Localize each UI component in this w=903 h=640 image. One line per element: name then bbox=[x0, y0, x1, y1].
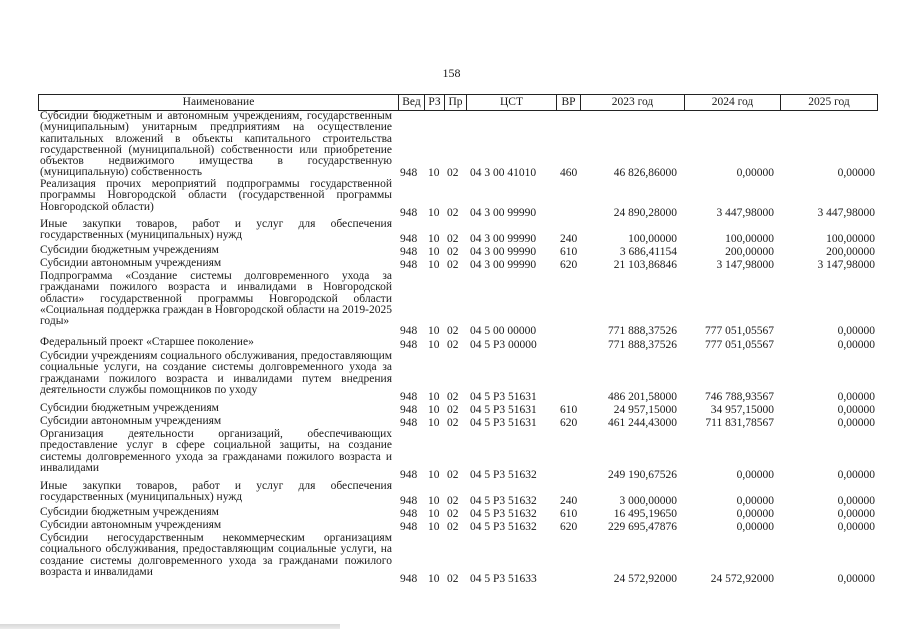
row-pr: 02 bbox=[447, 246, 459, 258]
row-2024: 0,00000 bbox=[736, 508, 774, 520]
row-ved: 948 bbox=[400, 508, 418, 520]
row-pr: 02 bbox=[447, 325, 459, 337]
row-cst: 04 3 00 41010 bbox=[470, 167, 537, 179]
row-2023: 46 826,86000 bbox=[613, 167, 677, 179]
row-2024: 24 572,92000 bbox=[710, 573, 774, 585]
row-name: Субсидии бюджетным учреждениям bbox=[40, 402, 219, 414]
table-row bbox=[0, 429, 903, 481]
row-ved: 948 bbox=[400, 246, 418, 258]
header-vr: ВР bbox=[557, 95, 581, 110]
row-name: Субсидии бюджетным учреждениям bbox=[40, 506, 219, 518]
table-row bbox=[0, 481, 903, 507]
row-2024: 200,00000 bbox=[725, 246, 774, 258]
row-pr: 02 bbox=[447, 233, 459, 245]
row-vr: 620 bbox=[560, 259, 578, 271]
row-pr: 02 bbox=[447, 259, 459, 271]
row-pr: 02 bbox=[447, 339, 459, 351]
row-pr: 02 bbox=[447, 404, 459, 416]
row-name: Субсидии негосударственным некоммерческим организациям социального обслуживания, предоставляющим социальные услуги, на создание системы долговременного ухода за гражданами пожилого возраста и инвалидами bbox=[40, 532, 392, 578]
row-name: Субсидии бюджетным и автономным учреждениям, государственным (муниципальным) унитарным предприятиям на осуществление капитальных вложений в объекты капитального строительства государственной (муниципальной) собственности или приобретение объектов недвижимого имущества в государственную (муниципальную) собственность bbox=[40, 110, 392, 179]
row-ved: 948 bbox=[400, 573, 418, 585]
row-cst: 04 5 00 00000 bbox=[470, 325, 537, 337]
row-2025: 0,00000 bbox=[837, 339, 875, 351]
page-number: 158 bbox=[442, 66, 461, 80]
row-cst: 04 3 00 99990 bbox=[470, 246, 537, 258]
row-2024: 34 957,15000 bbox=[710, 404, 774, 416]
row-2023: 24 890,28000 bbox=[613, 207, 677, 219]
row-2025: 0,00000 bbox=[837, 404, 875, 416]
row-2023: 3 000,00000 bbox=[619, 495, 677, 507]
row-ved: 948 bbox=[400, 521, 418, 533]
row-ved: 948 bbox=[400, 469, 418, 481]
row-name: Субсидии автономным учреждениям bbox=[40, 257, 222, 269]
row-ved: 948 bbox=[400, 233, 418, 245]
row-2025: 0,00000 bbox=[837, 325, 875, 337]
row-pr: 02 bbox=[447, 573, 459, 585]
row-2025: 200,00000 bbox=[826, 246, 875, 258]
row-name: Субсидии учреждениям социального обслуживания, предоставляющим социальные услуги, на создание системы долговременного ухода за гражданами пожилого возраста и инвалидами путем внедрения деятельности службы помощников по уходу bbox=[40, 350, 392, 396]
table-row bbox=[0, 219, 903, 245]
row-rz: 10 bbox=[428, 573, 440, 585]
row-pr: 02 bbox=[447, 469, 459, 481]
row-name: Федеральный проект «Старшее поколение» bbox=[40, 336, 254, 348]
row-ved: 948 bbox=[400, 325, 418, 337]
table-row bbox=[0, 337, 903, 351]
row-cst: 04 3 00 99990 bbox=[470, 207, 537, 219]
row-2025: 0,00000 bbox=[837, 495, 875, 507]
header-pr: Пр bbox=[445, 95, 467, 110]
row-2024: 777 051,05567 bbox=[705, 325, 774, 337]
table-row bbox=[0, 179, 903, 219]
row-vr: 610 bbox=[560, 508, 578, 520]
row-cst: 04 3 00 99990 bbox=[470, 233, 537, 245]
row-cst: 04 3 00 99990 bbox=[470, 259, 537, 271]
row-pr: 02 bbox=[447, 391, 459, 403]
row-2023: 24 572,92000 bbox=[613, 573, 677, 585]
row-cst: 04 5 P3 51632 bbox=[470, 521, 537, 533]
budget-table-body bbox=[0, 111, 903, 585]
row-cst: 04 5 P3 51631 bbox=[470, 391, 537, 403]
row-rz: 10 bbox=[428, 259, 440, 271]
row-rz: 10 bbox=[428, 391, 440, 403]
row-ved: 948 bbox=[400, 259, 418, 271]
row-vr: 240 bbox=[560, 233, 578, 245]
row-vr: 460 bbox=[560, 167, 578, 179]
row-2024: 777 051,05567 bbox=[705, 339, 774, 351]
row-2023: 3 686,41154 bbox=[619, 246, 677, 258]
row-2023: 16 495,19650 bbox=[613, 508, 677, 520]
row-name: Подпрограмма «Создание системы долговременного ухода за гражданами пожилого возраста и инвалидами в Новгородской области» государственной программы Новгородской области «Социальная поддержка граждан в Новгородской области на 2019-2025 годы» bbox=[40, 270, 392, 328]
row-2025: 100,00000 bbox=[826, 233, 875, 245]
row-pr: 02 bbox=[447, 417, 459, 429]
row-vr: 610 bbox=[560, 404, 578, 416]
row-rz: 10 bbox=[428, 521, 440, 533]
row-vr: 610 bbox=[560, 246, 578, 258]
table-row bbox=[0, 111, 903, 179]
row-ved: 948 bbox=[400, 167, 418, 179]
header-rz: РЗ bbox=[425, 95, 445, 110]
row-2023: 24 957,15000 bbox=[613, 404, 677, 416]
row-ved: 948 bbox=[400, 391, 418, 403]
row-2024: 746 788,93567 bbox=[705, 391, 774, 403]
row-ved: 948 bbox=[400, 339, 418, 351]
row-pr: 02 bbox=[447, 521, 459, 533]
row-ved: 948 bbox=[400, 495, 418, 507]
row-vr: 620 bbox=[560, 417, 578, 429]
row-name: Организация деятельности организаций, обеспечивающих предоставление услуг в сфере социальной защиты, на создание системы долговременного ухода за гражданами пожилого возраста и инвалидами bbox=[40, 428, 392, 474]
row-2025: 3 147,98000 bbox=[817, 259, 875, 271]
row-cst: 04 5 P3 51631 bbox=[470, 417, 537, 429]
row-2023: 229 695,47876 bbox=[608, 521, 677, 533]
row-2024: 711 831,78567 bbox=[705, 417, 774, 429]
row-cst: 04 5 P3 51632 bbox=[470, 469, 537, 481]
row-ved: 948 bbox=[400, 404, 418, 416]
row-2025: 0,00000 bbox=[837, 167, 875, 179]
header-2023: 2023 год bbox=[581, 95, 685, 110]
row-2025: 0,00000 bbox=[837, 508, 875, 520]
row-2024: 100,00000 bbox=[725, 233, 774, 245]
row-2025: 0,00000 bbox=[837, 417, 875, 429]
row-rz: 10 bbox=[428, 325, 440, 337]
row-2025: 0,00000 bbox=[837, 573, 875, 585]
table-row bbox=[0, 533, 903, 585]
table-header bbox=[38, 94, 878, 111]
row-2023: 771 888,37526 bbox=[608, 339, 677, 351]
row-rz: 10 bbox=[428, 233, 440, 245]
row-rz: 10 bbox=[428, 417, 440, 429]
row-2023: 771 888,37526 bbox=[608, 325, 677, 337]
row-2024: 3 447,98000 bbox=[716, 207, 774, 219]
row-2023: 249 190,67526 bbox=[608, 469, 677, 481]
row-vr: 240 bbox=[560, 495, 578, 507]
row-pr: 02 bbox=[447, 508, 459, 520]
row-2023: 461 244,43000 bbox=[608, 417, 677, 429]
row-cst: 04 5 P3 51632 bbox=[470, 495, 537, 507]
row-cst: 04 5 P3 51632 bbox=[470, 508, 537, 520]
header-cst: ЦСТ bbox=[467, 95, 557, 110]
row-pr: 02 bbox=[447, 167, 459, 179]
row-name: Реализация прочих мероприятий подпрограммы государственной программы Новгородской области (государственной программы Новгородской области) bbox=[40, 178, 392, 213]
row-2024: 0,00000 bbox=[736, 167, 774, 179]
row-name: Иные закупки товаров, работ и услуг для обеспечения государственных (муниципальных) нужд bbox=[40, 480, 392, 504]
header-name: Наименование bbox=[39, 95, 399, 110]
row-2025: 0,00000 bbox=[837, 521, 875, 533]
row-name: Субсидии автономным учреждениям bbox=[40, 519, 222, 531]
row-vr: 620 bbox=[560, 521, 578, 533]
row-rz: 10 bbox=[428, 495, 440, 507]
row-pr: 02 bbox=[447, 495, 459, 507]
row-rz: 10 bbox=[428, 246, 440, 258]
row-2025: 3 447,98000 bbox=[817, 207, 875, 219]
row-2025: 0,00000 bbox=[837, 469, 875, 481]
row-name: Иные закупки товаров, работ и услуг для обеспечения государственных (муниципальных) нужд bbox=[40, 218, 392, 242]
row-rz: 10 bbox=[428, 207, 440, 219]
row-rz: 10 bbox=[428, 469, 440, 481]
header-2025: 2025 год bbox=[808, 96, 850, 108]
row-name: Субсидии автономным учреждениям bbox=[40, 415, 222, 427]
table-row bbox=[0, 351, 903, 403]
row-2023: 21 103,86846 bbox=[613, 259, 677, 271]
row-2023: 486 201,58000 bbox=[608, 391, 677, 403]
row-pr: 02 bbox=[447, 207, 459, 219]
header-2024: 2024 год bbox=[685, 95, 781, 110]
row-name: Субсидии бюджетным учреждениям bbox=[40, 244, 219, 256]
row-2024: 3 147,98000 bbox=[716, 259, 774, 271]
row-2024: 0,00000 bbox=[736, 521, 774, 533]
row-cst: 04 5 P3 51631 bbox=[470, 404, 537, 416]
row-rz: 10 bbox=[428, 339, 440, 351]
row-cst: 04 5 P3 51633 bbox=[470, 573, 537, 585]
row-2023: 100,00000 bbox=[628, 233, 677, 245]
row-rz: 10 bbox=[428, 167, 440, 179]
header-ved: Вед bbox=[399, 95, 425, 110]
row-ved: 948 bbox=[400, 417, 418, 429]
row-2025: 0,00000 bbox=[837, 391, 875, 403]
row-cst: 04 5 P3 00000 bbox=[470, 339, 537, 351]
row-2024: 0,00000 bbox=[736, 469, 774, 481]
row-rz: 10 bbox=[428, 404, 440, 416]
scan-edge-shadow bbox=[0, 624, 340, 629]
row-2024: 0,00000 bbox=[736, 495, 774, 507]
row-ved: 948 bbox=[400, 207, 418, 219]
table-row bbox=[0, 271, 903, 337]
row-rz: 10 bbox=[428, 508, 440, 520]
